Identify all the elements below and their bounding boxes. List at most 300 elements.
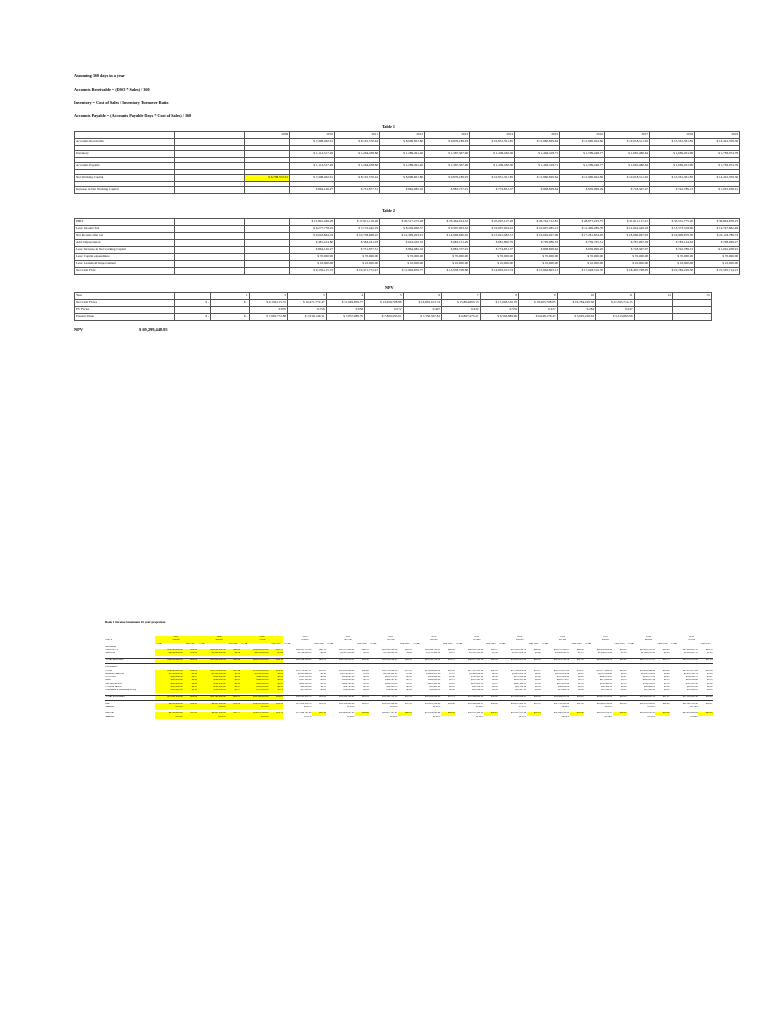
table-cell: $62,610,531.03 [639, 649, 655, 652]
table-cell: $19,521,000.00 [241, 703, 269, 706]
table-cell: $ 751,877.51 [335, 247, 380, 254]
table-cell: $26,149,000.00 [241, 696, 269, 700]
table-cell: $0.04 [621, 689, 627, 692]
table-cell: $ 808,828.64 [515, 247, 560, 254]
table-cell: $50.00 [226, 649, 240, 652]
year-header: 2011 [335, 132, 380, 139]
table-cell: $ 9,618,864.19 [290, 233, 335, 240]
table-cell: $ 7,857,089.79 [326, 314, 365, 321]
year-header: 2010 [290, 132, 335, 139]
table-cell: $0.76 [363, 679, 369, 682]
table-cell: $ 1,681,480.64 [605, 163, 650, 170]
table-cell: $63,491.00 [686, 686, 698, 689]
table-cell: $ 1,264,438.80 [335, 151, 380, 158]
subhead-total: TOTAL [326, 642, 334, 645]
year-header: 2008 [198, 636, 241, 639]
table-cell: $25,000,832.76 [627, 696, 655, 700]
table-cell: $24,763,000.00 [198, 696, 226, 700]
table-cell: $ 1,114,517.26 [290, 151, 335, 158]
table-cell: $39.45 [484, 696, 498, 700]
table-cell: $1.10 [578, 682, 584, 685]
units-cell: 611385 [559, 639, 567, 642]
table-cell: $17,337,262.96 [467, 669, 484, 672]
table-row [75, 187, 740, 194]
table-row [105, 716, 713, 719]
table-cell: $ 751,877.51 [335, 187, 380, 194]
table-cell: $2,200,000.00 [198, 673, 226, 676]
table-cell: $ 10,000.00 [470, 261, 515, 268]
table2-caption: Table 2 [382, 208, 395, 213]
table-cell: $ 1,264,438.80 [335, 163, 380, 170]
table-cell [634, 314, 673, 321]
table-cell: $25,424,093.68 [425, 712, 441, 715]
table-cell: $28.50 [269, 670, 283, 673]
table-cell: 57.37% [518, 706, 527, 709]
row-label: SERVICE [105, 652, 116, 655]
table-cell: $ 17,911,110.26 [335, 219, 380, 226]
table-cell: 0.284 [557, 307, 596, 314]
table-cell: $84.05 [484, 659, 498, 663]
table-cell: $94.70 [705, 649, 713, 652]
table-cell: $22,598,865.99 [455, 696, 483, 700]
subhead-per-unit: PER UNIT [528, 642, 539, 645]
subhead-per-unit: PER UNIT [657, 642, 668, 645]
table-cell: $0.04 [406, 689, 412, 692]
table-cell: $ 8,191,570.44 [335, 175, 380, 182]
table-cell: $0.45 [269, 683, 283, 686]
row-label: Year [75, 293, 175, 300]
table-cell: $19,871,000.00 [241, 712, 269, 715]
table-cell: $9.46 [226, 652, 240, 655]
table-cell: $0.09 [663, 686, 670, 689]
table-cell: $356,000.00 [198, 676, 226, 679]
table-cell: $ 1,599,248.77 [560, 151, 605, 158]
table-cell: $0.41 [183, 686, 197, 689]
table-cell: $64,179,272.57 [627, 659, 655, 663]
table-cell: $29.21 [533, 669, 541, 672]
table-cell: $13,773,857.17 [296, 669, 312, 672]
table-cell: $1.20 [363, 682, 369, 685]
table-cell [245, 233, 290, 240]
table-cell: $554,359.86 [685, 679, 698, 682]
table-cell: $ 11,860,829.64 [515, 139, 560, 146]
npv-table [74, 292, 712, 321]
table-cell [245, 151, 290, 158]
table-cell: $0.23 [269, 689, 283, 692]
table-cell: $28,000,000.00 [198, 649, 226, 652]
table-cell: $ 1,436,430.36 [470, 151, 515, 158]
table-cell: $739,745.51 [642, 682, 655, 685]
table-cell: $ 15,561,361.85 [650, 175, 695, 182]
table-cell: $294,000.00 [198, 683, 226, 686]
table-cell: $ 10,000.00 [290, 261, 335, 268]
table-cell: $ 25,007,127.28 [470, 219, 515, 226]
table-cell: 0.497 [403, 307, 442, 314]
table-row [105, 659, 713, 663]
table-cell: $0.04 [363, 689, 369, 692]
table-cell: $ 6,798,372.91 [245, 175, 290, 182]
table-cell: $60.00 [183, 659, 197, 663]
table-cell: $ 10,000.00 [605, 261, 650, 268]
table-cell: $0.10 [406, 686, 412, 689]
table-cell [570, 706, 584, 709]
table-cell [269, 706, 283, 709]
table-cell [634, 300, 673, 307]
table-cell: 50.21% [304, 715, 312, 718]
table-cell: $45.48 [448, 703, 455, 706]
table-cell: $ 709,980.53 [515, 240, 560, 247]
table-cell [312, 716, 326, 719]
table-cell: $ 9,879,189.03 [425, 139, 470, 146]
table-cell [175, 163, 245, 170]
table-cell: $ 15,864,803.13 [515, 268, 560, 275]
table-row [75, 307, 712, 314]
table-cell [245, 139, 290, 146]
table-cell [245, 254, 290, 261]
table-cell: $0.27 [226, 689, 240, 692]
table-cell: $18,000,000.00 [155, 670, 183, 673]
table-cell [441, 716, 455, 719]
table-cell: $ 864,126.27 [290, 247, 335, 254]
table-cell: $19,180,710.24 [369, 696, 397, 700]
subhead-total: TOTAL [241, 642, 248, 645]
row-label: Accounts Receivable [75, 139, 175, 146]
table-cell [613, 706, 627, 709]
row-label: Increase in Net Working Capital [75, 187, 175, 194]
table-cell: $1.07 [492, 682, 498, 685]
table-cell [484, 706, 498, 709]
table-cell: $ 11,469,289.78 [560, 226, 605, 233]
table-cell: $44.66 [355, 712, 370, 715]
row-label: INSURANCE (estimated at 9%) [105, 689, 137, 692]
table-cell [673, 300, 712, 307]
table-cell: $52,469.95 [429, 686, 441, 689]
table-cell: $350,000.00 [241, 683, 269, 686]
table-cell: $366,267.62 [385, 679, 398, 682]
table-cell: $767,097.39 [685, 682, 698, 685]
table-cell: $ 6,277,778.19 [290, 226, 335, 233]
table-cell: $0.60 [183, 683, 197, 686]
table-cell: $17,358,426.39 [510, 669, 527, 672]
table-cell: $ 11,990,024.69 [560, 139, 605, 146]
table-cell: $ 774,831.37 [470, 187, 515, 194]
table-cell: $ 20,517,273.28 [380, 219, 425, 226]
table-cell: $ 11,949,859.77 [380, 268, 425, 275]
table-cell [175, 307, 211, 314]
table-cell: $1,735,060.53 [297, 652, 312, 655]
table-cell: $0.04 [449, 689, 455, 692]
table-cell: $ 774,831.37 [470, 247, 515, 254]
table-cell [175, 132, 245, 139]
row-label: COGS [105, 669, 112, 672]
table-row [75, 151, 740, 158]
table-cell: $ 10,000.00 [560, 261, 605, 268]
table-cell: $81.07 [490, 649, 498, 652]
table-cell [175, 175, 245, 182]
table-cell: $51.27 [269, 649, 283, 652]
table-cell: 13 [673, 293, 712, 300]
year-header: 2016 [560, 132, 605, 139]
table-cell: $93.45 [662, 649, 670, 652]
table-row [75, 261, 740, 268]
year-header: 2013 [431, 636, 437, 638]
row-label: MARGIN [105, 706, 115, 709]
table-cell: $3,570,006.72 [340, 672, 355, 675]
table-cell: $ 5,601,228.62 [557, 314, 596, 321]
table-cell: $7.12 [449, 672, 455, 675]
table-cell: 1 [211, 293, 250, 300]
table-cell: $ 10,851,321.85 [470, 175, 515, 182]
table-cell: $46,441,229.93 [467, 649, 484, 652]
table-cell: $ 19,784,229.30 [650, 268, 695, 275]
year-header: 2018 [646, 636, 651, 638]
table-cell: $16.92 [183, 703, 197, 706]
table-cell: $0.09 [621, 686, 627, 689]
table-cell: $ 31,611,117.21 [605, 219, 650, 226]
table-cell: $ 10,000.00 [335, 261, 380, 268]
table-cell: $80.15 [319, 649, 326, 652]
table-cell: $ 10,000.00 [515, 261, 560, 268]
table-cell [175, 247, 245, 254]
table-cell: $8,459,000.00 [155, 703, 183, 706]
table-cell: $2.98 [492, 652, 498, 655]
row-label: Present Value [75, 314, 175, 321]
table-cell: $58.48 [662, 703, 670, 706]
table-cell [655, 706, 669, 709]
table-row [75, 226, 740, 233]
table-cell [226, 706, 240, 709]
table-cell: $48,549.70 [386, 686, 398, 689]
table-cell [312, 706, 326, 709]
table-cell: $ 1,783,974.78 [695, 151, 740, 158]
table-cell: $18,479,021.83 [553, 669, 570, 672]
table-cell: $33.87 [269, 696, 283, 700]
year-header: 2007 [155, 636, 198, 639]
table-cell: $43,204,248.32 [369, 659, 397, 663]
table-cell: $385,069.90 [428, 679, 441, 682]
table-cell: 0.572 [365, 307, 404, 314]
table-cell: $ 12,644,449.18 [605, 226, 650, 233]
table-cell: 8 [480, 293, 519, 300]
table-cell: $83.21 [441, 659, 455, 663]
table-cell: $ 14,802,013.74 [403, 300, 442, 307]
table-cell [175, 226, 245, 233]
table-cell: $2.34 [663, 652, 670, 655]
row-label: UNITS [105, 639, 113, 642]
table-cell: $22,635,598.91 [498, 696, 526, 700]
subhead-per-unit: PER UNIT [614, 642, 625, 645]
subhead-per-unit: PER UNIT [314, 642, 325, 645]
table-cell: $54,156.79 [472, 686, 484, 689]
table-row [105, 712, 713, 715]
table-cell: $0.11 [320, 686, 326, 689]
table-cell: $89.34 [527, 659, 541, 663]
table-cell: $ 14,802,013.74 [470, 268, 515, 275]
table-cell: $ 10,000.00 [425, 261, 470, 268]
table-cell: 61.05% [647, 706, 655, 709]
table-cell: $42,829,408.89 [682, 712, 698, 715]
note-accounts-receivable: Accounts Receivable = (DSO * Sales) / 360 [74, 87, 150, 92]
table-cell: $18,962.86 [386, 689, 398, 692]
subhead-total: TOTAL [541, 642, 549, 645]
table-cell: $15.24 [226, 703, 240, 706]
subhead-per-unit: PER UNIT [485, 642, 497, 645]
table-row [75, 300, 712, 307]
projection-title: Book 1 Income Statement 10 year projection [105, 620, 166, 624]
table-cell: $ 9,159,115.72 [290, 268, 335, 275]
table-cell: $20,947.59 [515, 689, 527, 692]
table-cell: $7.63 [363, 672, 369, 675]
table-cell: $ 70,000.00 [425, 254, 470, 261]
table-cell: $51.25 [533, 703, 541, 706]
table-cell: $30,457,563.15 [510, 703, 527, 706]
table-cell: $6.53 [621, 672, 627, 675]
table-cell: $ 683,151.29 [425, 240, 470, 247]
row-label: ADMINISTRATION [105, 672, 125, 675]
table-cell: $24,023,538.08 [382, 703, 398, 706]
table-cell [698, 716, 713, 719]
table-cell: $6,070,000.00 [241, 652, 269, 655]
table-cell: $30,000,000.00 [155, 659, 183, 663]
table-cell: $0.42 [663, 676, 670, 679]
table-cell [355, 706, 370, 709]
table-cell: $85.10 [398, 659, 412, 663]
table-cell: $584,219.33 [385, 682, 398, 685]
row-label: DEPRECIATION [105, 682, 122, 685]
units-cell: 594269 [516, 639, 524, 642]
table-cell: $150,000.00 [198, 689, 226, 692]
table-cell: $0.10 [578, 686, 584, 689]
table-cell: $29.09 [662, 669, 670, 672]
table-cell: $283,677.09 [642, 676, 655, 679]
table-cell: $ 22,118,789.74 [695, 233, 740, 240]
table-cell: $0.71 [449, 679, 455, 682]
table-cell: $ 17,281,854.02 [560, 233, 605, 240]
table-cell: $0.45 [320, 676, 326, 679]
table-cell: $ 10,851,321.85 [470, 139, 515, 146]
table-cell: $ 26,742,712.81 [515, 219, 560, 226]
table-cell: $0.45 [269, 679, 283, 682]
table-cell: $ 7,918,149.31 [288, 314, 327, 321]
table-cell: $0.10 [449, 686, 455, 689]
table-cell: $354,063.60 [342, 679, 355, 682]
table-cell: $709,980.53 [599, 682, 613, 685]
table-cell: $ 1,367,307.96 [425, 151, 470, 158]
table-cell: $ 808,828.64 [515, 187, 560, 194]
table-cell: $247,009.33 [556, 676, 570, 679]
table-row [75, 268, 740, 275]
npv-table-caption: NPV [385, 285, 394, 290]
table-cell: $17.52 [183, 712, 197, 715]
table-cell: $19,460.13 [429, 689, 441, 692]
table-cell: $ 7,356,597.81 [403, 314, 442, 321]
table-cell: $5.83 [663, 672, 670, 675]
year-header: 2016 [560, 636, 566, 638]
row-label: RENT [105, 679, 112, 682]
table-cell: $0.41 [707, 676, 713, 679]
table-cell: $ 7,965,772.80 [249, 314, 288, 321]
table-cell: $45.67 [484, 712, 498, 715]
table-cell: $ 6,867,473.21 [442, 314, 481, 321]
table-cell: $91.30 [570, 659, 584, 663]
table-cell: $31,733,332.84 [553, 703, 570, 706]
table-cell: $19,277,689.32 [596, 669, 613, 672]
subhead-total: TOTAL [498, 642, 506, 645]
table-cell [175, 151, 245, 158]
table-cell: 53.06% [475, 706, 484, 709]
table-cell: $0.30 [183, 689, 197, 692]
year-header: 2015 [515, 132, 560, 139]
table-cell: 26.52% [198, 716, 226, 719]
table-cell: $3,789,938.31 [383, 672, 398, 675]
table-cell: $0.04 [320, 689, 326, 692]
table-cell: $0.53 [226, 683, 240, 686]
row-label: Less: Income Tax [75, 226, 175, 233]
table-cell: $41,435,258.06 [382, 649, 398, 652]
table-cell: $ 17,028,516.70 [560, 268, 605, 275]
row-label: PRODUCTS [105, 649, 118, 652]
year-header: 2017 [605, 132, 650, 139]
table-cell: $225,224.90 [513, 676, 527, 679]
table-cell: $22,000,000.00 [241, 670, 269, 673]
table-cell: $202,078.18 [385, 676, 398, 679]
table-cell: $ 6,048,178.47 [519, 314, 558, 321]
table-cell: $410,241.98 [513, 679, 527, 682]
table-cell: $0.67 [183, 676, 197, 679]
table-cell: $14,431,800.80 [339, 669, 355, 672]
table-row [105, 652, 713, 655]
table-cell: $ 584,241.03 [335, 240, 380, 247]
table-cell: $ 659,999.29 [560, 247, 605, 254]
year-header: 2012 [380, 132, 425, 139]
year-header: 2012 [388, 636, 394, 638]
table-cell: $1,751,966.24 [426, 652, 441, 655]
table-cell: $10.00 [183, 652, 197, 655]
table-cell: $52.33 [527, 712, 541, 715]
table-cell: $19,189,744.61 [326, 696, 354, 700]
table-row [75, 293, 712, 300]
table-cell: $3.21 [449, 652, 455, 655]
subhead-per-unit: PER UNIT [442, 642, 454, 645]
table-cell: $14,170,694.24 [382, 669, 398, 672]
table-cell: $3.48 [406, 652, 412, 655]
table-cell: $24,607,757.41 [382, 712, 398, 715]
table-cell: $2.72 [578, 652, 584, 655]
table-cell [175, 233, 245, 240]
table-cell: $ 15,561,361.85 [650, 139, 695, 146]
table-cell: $ 9,159,115.72 [249, 300, 288, 307]
table-cell: $ 12,309,203.91 [380, 233, 425, 240]
table-cell: $37.88 [226, 670, 240, 673]
table-cell: $23,399.01 [686, 689, 698, 692]
table-cell: $8,831,000.00 [198, 712, 226, 715]
table-cell: $ 70,000.00 [335, 254, 380, 261]
table-cell: $347,503.06 [299, 679, 312, 682]
table-cell: $ 1,682,201.96 [650, 151, 695, 158]
table-cell: $1.08 [535, 682, 541, 685]
table-cell: $ 1,783,974.78 [695, 163, 740, 170]
table-cell: $386,000.00 [241, 676, 269, 679]
table-cell: $672,891.49 [556, 682, 570, 685]
table-cell: $ 718,367.07 [605, 187, 650, 194]
table-cell [175, 293, 211, 300]
table-row [75, 240, 740, 247]
table-row [75, 175, 740, 182]
table-cell: $204,860.03 [428, 676, 441, 679]
table-cell: $36.00 [183, 670, 197, 673]
table-cell: $266,074.61 [599, 676, 613, 679]
subhead-per-unit: PER UNIT [571, 642, 582, 645]
